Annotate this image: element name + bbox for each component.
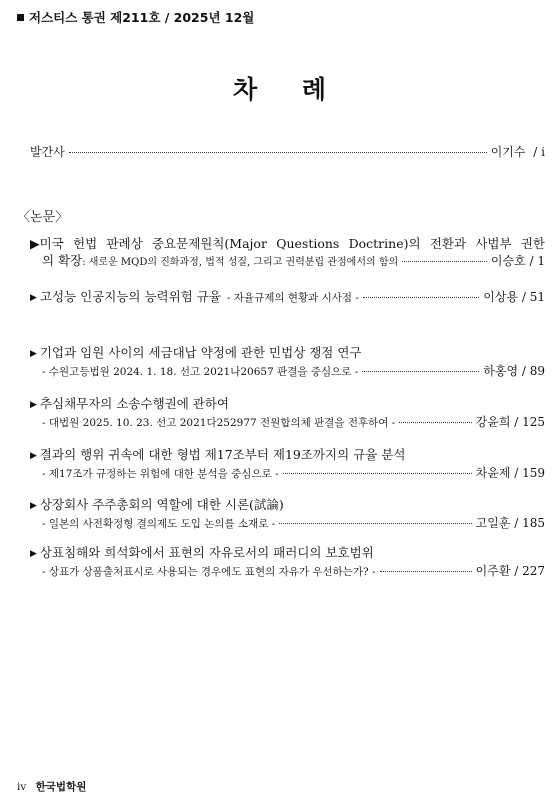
article-subtitle: - 대법원 2025. 10. 23. 선고 2021다252977 전원합의체 판결을 전후하여 - xyxy=(42,417,396,429)
triangle-bullet-icon: ▶ xyxy=(30,501,37,511)
slash-separator: / xyxy=(518,364,530,378)
article-title-line2 xyxy=(42,252,545,271)
article-title-text: 고성능 인공지능의 능력위험 규율 xyxy=(39,289,221,304)
title-word: 헌법 xyxy=(73,236,98,251)
article-author: 이상용 xyxy=(483,290,519,304)
journal-header-text: 저스티스 통권 제211호 / 2025년 12월 xyxy=(29,10,255,25)
article-subtitle-line xyxy=(42,414,545,432)
title-word: 중요문제원칙(Major xyxy=(151,236,267,251)
article-author: 강윤희 xyxy=(475,415,511,429)
article-page: 185 xyxy=(522,516,545,530)
article-title-text: 상표침해와 희석화에서 표현의 자유로서의 패러디의 보호범위 xyxy=(39,545,374,560)
article-title-cont: 의 확장 xyxy=(42,253,83,268)
dot-leader xyxy=(380,571,472,572)
title-word: 판례상 xyxy=(106,236,143,251)
toc-title: 차 례 xyxy=(232,75,344,104)
article-title xyxy=(30,446,545,465)
entry-author: 이기수 xyxy=(490,145,526,159)
triangle-bullet-icon: ▶ xyxy=(30,400,37,410)
title-word: Questions xyxy=(276,236,340,251)
article-page: 51 xyxy=(529,290,545,304)
article-subtitle-line xyxy=(42,563,545,581)
entry-page: i xyxy=(541,145,545,159)
triangle-bullet-icon: ▶ xyxy=(30,549,37,559)
toc-entry-article-3[interactable] xyxy=(30,344,545,381)
article-title xyxy=(30,395,545,414)
article-subtitle: : 새로운 MQD의 진화과정, 법적 성질, 그리고 권력분립 관점에서의 함의 xyxy=(82,257,399,268)
article-title xyxy=(30,496,545,515)
journal-header xyxy=(17,8,254,26)
article-title xyxy=(30,288,221,307)
slash-separator: / xyxy=(518,290,530,304)
article-title xyxy=(30,344,545,363)
page-numeral: iv xyxy=(17,781,27,793)
dot-leader xyxy=(402,261,487,262)
triangle-bullet-icon: ▶ xyxy=(30,293,37,303)
title-word: Doctrine)의 xyxy=(348,236,421,251)
article-title-text: 결과의 행위 귀속에 대한 형법 제17조부터 제19조까지의 규율 분석 xyxy=(39,447,406,462)
section-heading: 〈논문〉 xyxy=(17,210,69,225)
toc-entry-article-6[interactable] xyxy=(30,496,545,533)
article-subtitle-line xyxy=(42,363,545,381)
article-subtitle-line xyxy=(42,465,545,483)
article-page: 227 xyxy=(522,564,545,578)
toc-entry-publisher-note[interactable] xyxy=(30,143,545,160)
article-author: 하홍영 xyxy=(483,364,519,378)
article-subtitle: - 수원고등법원 2024. 1. 18. 선고 2021나20657 판결을 중심으로 - xyxy=(42,366,359,378)
slash-separator: / xyxy=(510,415,523,429)
title-word: 사법부 xyxy=(475,236,512,251)
article-page: 125 xyxy=(522,415,545,429)
article-title-line1 xyxy=(30,235,545,252)
title-word: 전환과 xyxy=(429,236,467,251)
article-author: 이승호 xyxy=(490,254,526,268)
article-subtitle-line xyxy=(42,515,545,533)
dot-leader xyxy=(399,422,471,423)
article-subtitle: - 제17조가 규정하는 위험에 대한 분석을 중심으로 - xyxy=(42,468,279,480)
page-footer xyxy=(17,779,86,794)
title-word: 권한 xyxy=(520,236,545,251)
institution-name: 한국법학원 xyxy=(35,781,87,793)
toc-entry-article-2[interactable] xyxy=(30,288,545,307)
slash-separator: / xyxy=(510,564,523,578)
dot-leader xyxy=(279,523,471,524)
article-author: 고일훈 xyxy=(475,516,511,530)
dot-leader xyxy=(362,371,479,372)
article-author: 차윤제 xyxy=(475,466,511,480)
square-bullet-icon xyxy=(17,14,24,21)
article-title-text: 기업과 임원 사이의 세금대납 약정에 관한 민법상 쟁점 연구 xyxy=(39,345,362,360)
dot-leader xyxy=(283,473,472,474)
article-author: 이주환 xyxy=(475,564,511,578)
entry-label: 발간사 xyxy=(30,145,65,159)
slash-separator: / xyxy=(510,466,523,480)
slash-separator: / xyxy=(525,254,538,268)
article-page: 89 xyxy=(529,364,545,378)
article-title xyxy=(30,544,545,563)
article-page: 1 xyxy=(537,254,545,268)
slash-separator: / xyxy=(529,145,542,159)
triangle-bullet-icon: ▶ xyxy=(30,349,37,359)
dot-leader xyxy=(363,297,479,298)
article-title-text: 추심채무자의 소송수행권에 관하여 xyxy=(39,396,229,411)
slash-separator: / xyxy=(510,516,523,530)
article-title-text: 상장회사 주주총회의 역할에 대한 시론(試論) xyxy=(39,497,284,512)
title-word: 미국 xyxy=(39,236,64,251)
toc-entry-article-5[interactable] xyxy=(30,446,545,483)
article-subtitle: - 상표가 상품출처표시로 사용되는 경우에도 표현의 자유가 우선하는가? - xyxy=(42,566,376,578)
toc-entry-article-4[interactable] xyxy=(30,395,545,432)
toc-entry-article-1[interactable] xyxy=(30,235,545,271)
triangle-bullet-icon: ▶ xyxy=(30,236,40,251)
dot-leader xyxy=(69,152,487,153)
article-subtitle: - 일본의 사전확정형 결의제도 도입 논의를 소재로 - xyxy=(42,518,276,530)
article-page: 159 xyxy=(522,466,545,480)
triangle-bullet-icon: ▶ xyxy=(30,451,37,461)
toc-entry-article-7[interactable] xyxy=(30,544,545,581)
article-subtitle: - 자율규제의 현황과 시사점 - xyxy=(226,292,359,304)
